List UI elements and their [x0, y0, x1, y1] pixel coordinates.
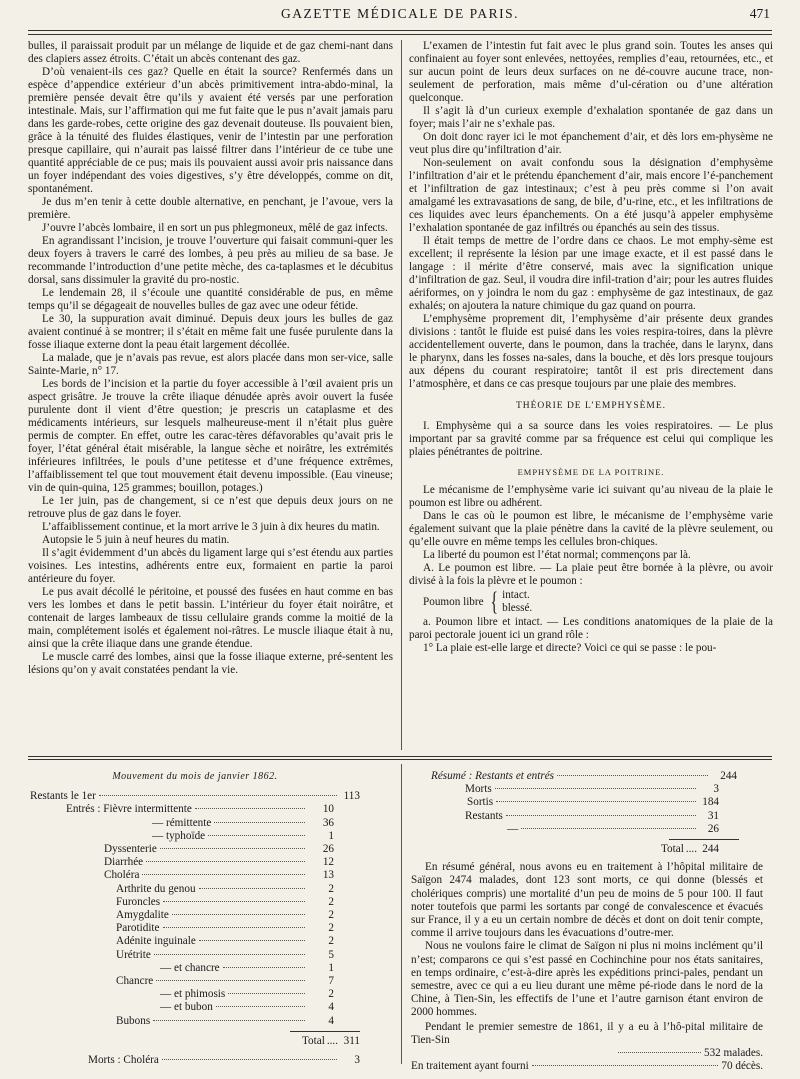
row-value: 532 malades.: [703, 1047, 763, 1060]
row-value: 13: [322, 869, 334, 882]
row-label: Parotidite: [116, 922, 160, 935]
row-label: — rémittente: [152, 816, 212, 829]
paragraph: Il s’agit évidemment d’un abcès du ligament large qui s’est étendu aux parties voisines. Les intestins, adhérents entre eux, formaient en partie la paroi antérieure du foyer.: [28, 547, 393, 585]
paragraph: L’emphysème proprement dit, l’emphysème d’air présente deux grandes divisions : tantôt le fluide est puisé dans les voies respira-toires, dans la plèvre accidentellement ouverte, dans le poumon, dans la trachée, dans le larynx, dans le pharynx, dans les fosses na-sales, dans la bouche, et dès lors presque toujours aux dépens du courant respiratoire; tantôt il est pris directement dans l’atmosphère, et dans ce cas presque toujours par une plaie des membres.: [409, 313, 773, 390]
section-rule-2: [28, 759, 772, 760]
row-value: 2: [328, 922, 334, 935]
table-row: [30, 988, 360, 1001]
paragraph-text: Pendant le premier semestre de 1861, il y a eu à l’hô-pital militaire de Tien-Sin: [411, 1020, 763, 1046]
table-row: [411, 810, 763, 823]
row-value: 70 décès.: [721, 1060, 763, 1073]
row-label: Restants le 1er: [30, 790, 96, 803]
row-value: 26: [707, 822, 719, 835]
table-row: [30, 803, 360, 816]
paragraph: L’examen de l’intestin fut fait avec le plus grand soin. Toutes les anses qui confinaient au foyer sont enlevées, nettoyées, remplies d’eau, retournées, etc., et sur aucun point de leurs deux surfaces on ne dé-couvre aucune trace, non-seulement de perforation, mais même d’ul-cération ou d’une altération quelconque.: [409, 40, 773, 104]
table-row: [30, 856, 360, 869]
row-value: 26: [322, 843, 334, 856]
paragraph: La malade, que je n’avais pas revue, est alors placée dans mon ser-vice, salle Sainte-Marie, n° 17.: [28, 352, 393, 377]
paragraph: J’ouvre l’abcès lombaire, il en sort un pus phlegmoneux, mêlé de gaz infects.: [42, 222, 388, 234]
paragraph: Il s’agit là d’un curieux exemple d’exhalation spontanée de gaz dans un foyer; mais l’air ne s’exhale pas.: [409, 105, 773, 130]
row-label: Dyssenterie: [104, 843, 157, 856]
table-row: [411, 1060, 763, 1073]
summary-block: [411, 770, 763, 1074]
paragraph: a. Poumon libre et intact. — Les conditions anatomiques de la plaie de la paroi pectorale jouent ici un grand rôle :: [409, 616, 773, 641]
table-row: [30, 1015, 360, 1028]
row-value: 244: [702, 843, 719, 856]
row-value: 3: [354, 1054, 360, 1067]
table-row: [30, 869, 360, 882]
row-value: 10: [322, 803, 334, 816]
left-column: [28, 40, 393, 677]
row-label: Bubons: [116, 1014, 151, 1027]
row-value: 36: [322, 816, 334, 829]
row-label: — et phimosis: [160, 988, 226, 1001]
row-label: Choléra: [104, 869, 140, 882]
paragraph: Le 30, la suppuration avait diminué. Depuis deux jours les bulles de gaz avaient continué à se montrer; il s’était en même fait une fusée purulente dans la fosse iliaque externe dont la peau était largement décollée.: [28, 313, 393, 351]
total-rule: [669, 839, 739, 840]
journal-title: GAZETTE MÉDICALE DE PARIS.: [281, 6, 519, 21]
table-row: [411, 1034, 763, 1047]
header-rule: [28, 30, 772, 31]
paragraph: bulles, il paraissait produit par un mélange de liquide et de gaz chemi-nant dans des clapiers assez étroits. C’était un abcès contenant des gaz.: [28, 40, 393, 65]
row-label: Urétrite: [116, 948, 151, 961]
row-value: 2: [328, 935, 334, 948]
page-header: [28, 6, 772, 28]
section-rule: [28, 756, 772, 757]
row-label: Adénite inguinale: [116, 935, 196, 948]
row-value: 1: [328, 961, 334, 974]
table-row: [30, 830, 360, 843]
paragraph: Le 1er juin, pas de changement, si ce n’est que depuis deux jours on ne retrouve plus de gaz dans le foyer.: [28, 495, 393, 520]
brace-icon: {: [490, 587, 498, 616]
row-label: En traitement ayant fourni: [411, 1060, 529, 1073]
paragraph: En résumé général, nous avons eu en traitement à l’hôpital militaire de Saïgon 2474 malades, dont 123 sont morts, ce qui donne (blessés et cholériques compris) une mortalité d’un peu de moins de 5 pour 100. Il faut noter toutefois que parmi les sortants par congé de convalescence et évacués sur France, il y a eu un certain nombre de décès et dont on doit tenir compte, comme il arrive toujours dans les évacuations d’outre-mer.: [411, 861, 763, 940]
paragraph: On doit donc rayer ici le mot épanchement d’air, et dès lors em-physème ne veut plus dire qu’infiltration d’air.: [409, 131, 773, 156]
row-value: 113: [343, 790, 360, 803]
row-label: Morts: [465, 783, 492, 796]
table-row: [30, 909, 360, 922]
row-label: — et bubon: [160, 1001, 213, 1014]
paragraph: I. Emphysème qui a sa source dans les voies respiratoires. — Le plus important par sa gravité comme par sa fréquence est celui qui complique les plaies pénétrantes de poitrine.: [409, 420, 773, 458]
row-value: 1: [328, 829, 334, 842]
paragraph: D’où venaient-ils ces gaz? Quelle en était la source? Renfermés dans un espèce d’appendice extérieur d’un abcès primitivement intra-abdo-minal, la première pensée devait être qu’ils y avaient été versés par une perforation intestinale. Mais, sur l’affirmation qui me fut faite que le pus n’avait jamais paru dans les garde-robes, cette origine des gaz devenait douteuse. Ils pouvaient bien, grâce à la ténuité des fluides élastiques, venir de l’intestin par une perforation presque capillaire, qui n’aurait pas laissé filtrer dans l’intérieur de ce tube une quantité appréciable de ce pus; mais ils pouvaient aussi avoir pris naissance dans un foyer indépendant des voies digestives, s’y être développés, comme on dit, spontanément.: [28, 66, 393, 195]
column-divider: [401, 40, 402, 750]
paragraph: Autopsie le 5 juin à neuf heures du matin.: [42, 534, 230, 546]
paragraph: La liberté du poumon est l’état normal; commençons par là.: [423, 549, 691, 561]
entries-list: [30, 803, 360, 1027]
table-row: [30, 817, 360, 830]
row-value: 244: [720, 770, 737, 782]
row-value: 2: [328, 895, 334, 908]
row-label: Restants: [465, 809, 503, 822]
table-row: [411, 783, 763, 796]
total-rule: [290, 1031, 360, 1032]
row-value: 4: [328, 1001, 334, 1014]
row-value: 3: [713, 783, 719, 796]
row-label: —: [507, 822, 519, 835]
paragraph: Je dus m’en tenir à cette double alternative, en penchant, je l’avoue, vers la première.: [28, 196, 393, 221]
page-number: 471: [749, 6, 770, 21]
table-row: [30, 843, 360, 856]
table-row: [30, 975, 360, 988]
section-heading: THÉORIE DE L’EMPHYSÈME.: [515, 401, 667, 411]
paragraph: Dans le cas où le poumon est libre, le mécanisme de l’emphysème varie également suivant que la plaie pénètre dans la cavité de la plèvre seulement, ou qu’elle ouvre en même temps les cellules bron-chiques.: [409, 510, 773, 548]
table-row: [411, 823, 763, 836]
row-value: 2: [328, 909, 334, 922]
row-label: Total: [301, 1034, 325, 1047]
row-label: Chancre: [116, 975, 154, 988]
row-value: 31: [707, 809, 719, 822]
case-item: blessé.: [502, 602, 533, 614]
table-row: [30, 896, 360, 909]
table-row: [411, 1047, 763, 1060]
right-column: [409, 40, 773, 655]
row-value: 184: [702, 796, 719, 809]
row-label: Morts : Choléra: [88, 1054, 159, 1067]
table-row: [30, 962, 360, 975]
row-value: 5: [328, 948, 334, 961]
table-row: Total .... 244: [660, 843, 719, 856]
row-value: 12: [322, 856, 334, 869]
summary-rows: [411, 783, 763, 836]
table-row: [30, 935, 360, 948]
paragraph: Nous ne voulons faire le climat de Saïgon ni plus ni moins inclément qu’il n’est; comparons ce qui s’est passé en Cochinchine pour nos états sanitaires, en temps ordinaire, c’est-à-dire après les expéditions princi-pales, pendant un semestre, avec ce qui a eu lieu durant une même pé-riode dans le nord de la Chine, à Tien-Sin, les effectifs de l’une et l’autre garnison étant environ de 2000 hommes.: [411, 940, 763, 1019]
row-label: Entrés : Fièvre intermittente: [66, 803, 192, 816]
table-row: [30, 949, 360, 962]
paragraph: Le pus avait décollé le péritoine, et poussé des fusées en haut comme en bas vers les lombes et dans le petit bassin. L’intérieur du foyer était noirâtre, et contenait de larges lambeaux de tissu cellulaire grands comme la moitié de la main, complétement isolés et également noi-râtres. Le muscle iliaque était à nu, ainsi que la crête iliaque dans une grande étendue.: [28, 586, 393, 650]
paragraph: Le lendemain 28, il s’écoule une quantité considérable de pus, en même temps qu’il se dégageait de nouvelles bulles de gaz avec une odeur fétide.: [28, 287, 393, 312]
table-row: Total .... 311: [301, 1034, 360, 1047]
case-bracket: [423, 589, 773, 615]
case-label: Poumon libre: [423, 595, 484, 608]
row-value: 2: [328, 988, 334, 1001]
case-item: intact.: [502, 589, 530, 601]
case-items: [502, 589, 532, 615]
table-row: [30, 922, 360, 935]
header-rule-2: [28, 34, 772, 35]
row-value: 311: [343, 1034, 360, 1047]
row-label: — et chancre: [160, 961, 220, 974]
paragraph: A. Le poumon est libre. — La plaie peut être bornée à la plèvre, ou avoir divisé à la fois la plèvre et le poumon :: [409, 562, 773, 587]
table-row: [30, 1054, 360, 1067]
monthly-movement-table: [30, 770, 360, 1067]
table-row: [30, 1001, 360, 1014]
row-label: Furoncles: [116, 895, 161, 908]
paragraph: Le muscle carré des lombes, ainsi que la fosse iliaque externe, pré-sentent les lésions qu’on y avait constatées pendant la vie.: [28, 651, 393, 676]
row-value: 4: [328, 1014, 334, 1027]
row-value: 7: [328, 975, 334, 988]
paragraph: Le mécanisme de l’emphysème varie ici suivant qu’au niveau de la plaie le poumon est libre ou adhérent.: [409, 484, 773, 509]
row-label: — typhoïde: [152, 829, 206, 842]
column-divider-bottom: [401, 764, 402, 1064]
table-row: [411, 796, 763, 809]
paragraph: 1° La plaie est-elle large et directe? Voici ce qui se passe : le pou-: [423, 642, 717, 654]
paragraph: Les bords de l’incision et la partie du foyer accessible à l’œil avaient pris un aspect grisâtre. Je trouve la crête iliaque dénudée après avoir ouvert la fusée purulente dont il vient d’être question; je prescris un cataplasme et des médicaments intérieurs, sur lesquels malheureuse-ment il n’était plus guère permis de compter. En effet, outre les carac-tères défavorables qu’avait pris le foyer, l’état général était misérable, la langue sèche et noirâtre, les extrémités inférieures infiltrées, le pouls d’une petitesse et d’une fréquence extrêmes, l’affaiblissement tel que tout mouvement était devenu impossible. (Eau vineuse; vin de quin-quina, 125 grammes; bouillon, potages.): [28, 378, 393, 494]
paragraph: Il était temps de mettre de l’ordre dans ce chaos. Le mot emphy-sème est excellent; il représente la lésion par une image exacte, et il est passé dans le langage : il mérite d’être conservé, mais avec la signification unique d’infiltration de gaz. Seul, il voudra dire infil-tration d’air; pour les autres fluides aériformes, on y joindra le nom du gaz : emphysème de gaz intestinaux, de gaz exhalés; on ajoutera la nature chimique du gaz quand on pourra.: [409, 235, 773, 312]
table-row: [411, 770, 763, 783]
table-title: Mouvement du mois de janvier 1862.: [112, 771, 278, 782]
row-label: Résumé : Restants et entrés: [431, 770, 555, 782]
row-label: Amygdalite: [116, 909, 169, 922]
row-value: 2: [328, 882, 334, 895]
paragraph: L’affaiblissement continue, et la mort arrive le 3 juin à dix heures du matin.: [42, 521, 380, 533]
paragraph: Non-seulement on avait confondu sous la désignation d’emphysème l’infiltration d’air et le prétendu épanchement d’air, mais encore l’é-panchement et l’infiltration de gaz intestinaux; c’est à peu près comme si l’on avait amalgamé les extravasations de sang, de bile, d’u-rine, etc., et les infiltrations de ces liquides avec leurs épanchements. On a été jusqu’à appeler emphysème l’exhalation spontanée de gaz infiltrés ou épanchés au sein des tissus.: [409, 157, 773, 234]
table-row: [30, 790, 360, 803]
subsection-heading: EMPHYSÈME DE LA POITRINE.: [517, 467, 665, 477]
paragraph: En agrandissant l’incision, je trouve l’ouverture qui faisait communi-quer les deux foyers à travers le carré des lombes, à peu près au milieu de sa base. Je recommande l’introduction d’une petite mèche, des ca-taplasmes et le décubitus dorsal, sans dissimuler la gravité du pro-nostic.: [28, 235, 393, 286]
row-label: Total: [660, 843, 684, 856]
table-row: [30, 883, 360, 896]
row-label: Diarrhée: [104, 856, 144, 869]
row-label: Sortis: [467, 796, 494, 809]
row-label: Arthrite du genou: [116, 882, 196, 895]
